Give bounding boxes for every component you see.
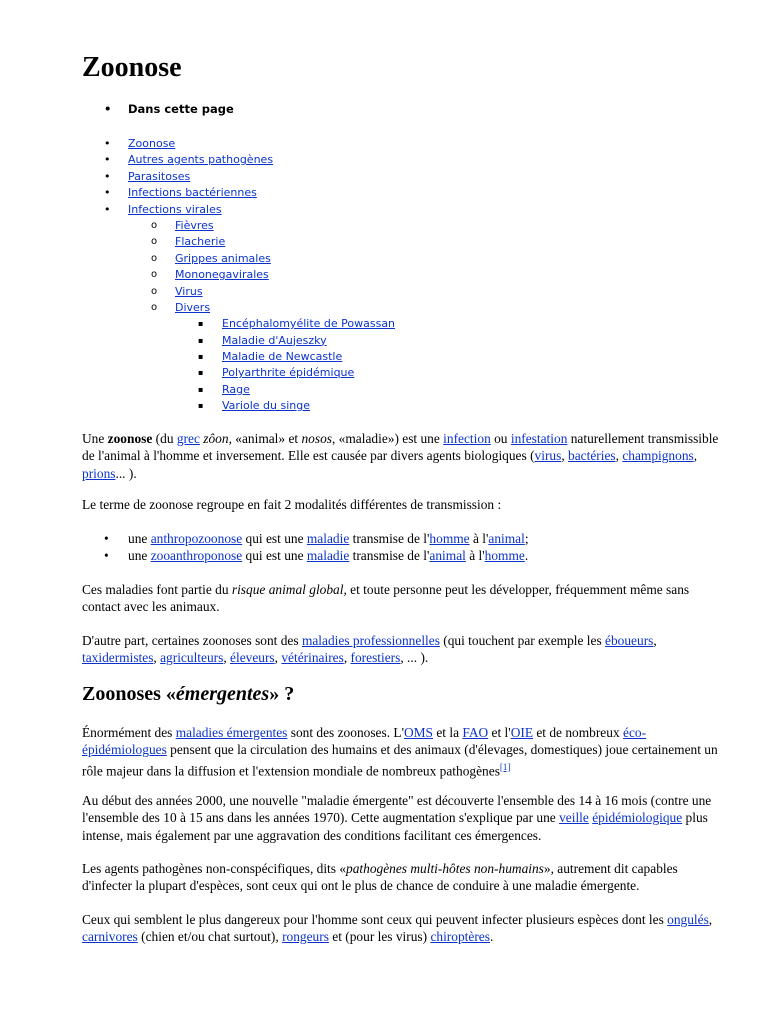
link-prions[interactable]: prions (82, 465, 116, 481)
toc-link[interactable]: Fièvres (175, 218, 214, 232)
toc-heading-label: Dans cette page (128, 102, 234, 116)
toc-bullet: o (151, 285, 158, 297)
list-item: • une zooanthroponose qui est une maladie transmise de l'animal à l'homme. (104, 548, 529, 564)
toc-bullet: o (151, 269, 158, 281)
toc-bullet: • (104, 169, 111, 183)
professional-paragraph: D'autre part, certaines zoonoses sont des maladies professionnelles (qui touchent par exemple les éboueurs, taxidermistes, agriculteurs, éleveurs, vétérinaires, forestiers, ... ). (82, 633, 657, 666)
toc-bullet: • (104, 202, 111, 216)
discovery-paragraph: Au début des années 2000, une nouvelle "maladie émergente" est découverte l'ensemble des 14 à 16 mois (contre une l'ensemble des 10 à 15 ans dans les années 1970). Cette augmentation s'explique par une veille épidémiologique plus intense, mais également par une aggravation des conditions facilitant ces émergences. (82, 793, 712, 843)
link-anthropozoonose[interactable]: anthropozoonose (150, 531, 243, 546)
intro-paragraph: Une zoonose (du grec zôon, «animal» et nosos, «maladie») est une infection ou infestation naturellement transmissible de l'animal à l'homme et inversement. Elle est causée par divers agents biologiques (virus, bactéries, champignons, prions... ). (82, 431, 719, 481)
list-item: • une anthropozoonose qui est une maladie transmise de l'homme à l'animal; (104, 531, 529, 546)
link-veterinaires[interactable]: vétérinaires (281, 650, 344, 666)
toc-bullet: o (151, 301, 158, 313)
link-chiropteres[interactable]: chiroptères (430, 929, 490, 945)
link-animal[interactable]: animal (429, 548, 466, 564)
link-virus[interactable]: virus (534, 448, 562, 464)
toc-bullet: • (104, 186, 111, 200)
toc-bullet: ▪ (198, 401, 204, 411)
link-grec[interactable]: grec (176, 431, 200, 446)
section-heading-emergentes: Zoonoses «émergentes» ? (82, 683, 295, 705)
toc-link[interactable]: Divers (175, 300, 211, 314)
toc-link[interactable]: Maladie de Newcastle (222, 350, 343, 364)
toc-link[interactable]: Variole du singe (222, 399, 310, 413)
link-oms[interactable]: OMS (403, 725, 434, 740)
toc-link[interactable]: Infections virales (128, 202, 222, 216)
link-ongules[interactable]: ongulés (667, 912, 709, 927)
toc-link[interactable]: Virus (175, 284, 203, 298)
link-maladie[interactable]: maladie (306, 548, 350, 564)
bullet: • (104, 548, 109, 564)
link-eco-epidemiologues[interactable]: éco-épidémiologues (82, 725, 647, 758)
toc-bullet: ▪ (198, 368, 204, 378)
toc-bullet: • (104, 137, 111, 150)
toc-bullet: o (151, 219, 158, 231)
toc-bullet: ▪ (198, 384, 204, 394)
toc-link[interactable]: Flacherie (175, 235, 226, 249)
toc-bullet: • (104, 153, 111, 167)
link-veille[interactable]: veille (559, 810, 589, 826)
link-maladies-emergentes[interactable]: maladies émergentes (175, 725, 288, 740)
link-eboueurs[interactable]: éboueurs (605, 633, 654, 648)
zoonose-term: zoonose (107, 431, 153, 446)
transmission-paragraph: Le terme de zoonose regroupe en fait 2 modalités différentes de transmission : (82, 497, 502, 512)
toc-link[interactable]: Autres agents pathogènes (128, 153, 274, 167)
link-homme[interactable]: homme (484, 548, 525, 564)
toc-link[interactable]: Mononegavirales (175, 268, 269, 282)
page-title: Zoonose (82, 52, 182, 83)
bullet: • (104, 531, 109, 546)
link-maladie[interactable]: maladie (306, 531, 350, 546)
dangerous-paragraph: Ceux qui semblent le plus dangereux pour l'homme sont ceux qui peuvent infecter plusieurs espèces dont les ongulés, carnivores (chien et/ou chat surtout), rongeurs et (pour les virus) chiroptères. (82, 912, 713, 945)
link-oie[interactable]: OIE (510, 725, 533, 740)
toc-bullet: o (151, 236, 158, 248)
toc-bullet: ▪ (198, 335, 204, 345)
toc-link[interactable]: Encéphalomyélite de Powassan (222, 317, 396, 331)
link-animal[interactable]: animal (488, 531, 525, 546)
link-agriculteurs[interactable]: agriculteurs (160, 650, 224, 666)
toc-link[interactable]: Infections bactériennes (128, 186, 257, 200)
reference-link[interactable]: [1] (499, 761, 511, 772)
link-champignons[interactable]: champignons (622, 448, 694, 464)
toc-link[interactable]: Rage (222, 382, 250, 396)
toc-bullet: o (151, 252, 158, 264)
link-fao[interactable]: FAO (462, 725, 489, 740)
toc-link[interactable]: Zoonose (128, 137, 176, 150)
link-eleveurs[interactable]: éleveurs (230, 650, 275, 666)
link-bacteries[interactable]: bactéries (568, 448, 616, 464)
pathogens-paragraph: Les agents pathogènes non-conspécifiques, dits «pathogènes multi-hôtes non-humains», autrement dit capables d'infecter la plupart d'espèces, sont ceux qui ont le plus de chance de conduire à une maladie émergente. (82, 861, 678, 894)
link-taxidermistes[interactable]: taxidermistes (82, 650, 154, 666)
toc-bullet: • (104, 102, 112, 116)
toc-link[interactable]: Parasitoses (128, 169, 191, 183)
link-infection[interactable]: infection (443, 431, 491, 446)
toc-link[interactable]: Polyarthrite épidémique (222, 366, 355, 380)
toc-link[interactable]: Grippes animales (175, 251, 271, 265)
link-carnivores[interactable]: carnivores (82, 929, 138, 945)
link-homme[interactable]: homme (429, 531, 470, 546)
toc-bullet: ▪ (198, 352, 204, 362)
transmission-list (82, 530, 722, 565)
emergent-paragraph: Énormément des maladies émergentes sont des zoonoses. L'OMS et la FAO et l'OIE et de nombreux éco-épidémiologues pensent que la circulation des humains et des animaux (d'élevages, domestiques) joue certainement un rôle majeur dans la diffusion et l'extension mondiale de nombreux pathogènes[1] (82, 725, 718, 779)
risk-paragraph: Ces maladies font partie du risque animal global, et toute personne peut les développer, fréquemment même sans contact avec les animaux. (82, 582, 690, 615)
link-forestiers[interactable]: forestiers (350, 650, 401, 666)
toc-bullet: ▪ (198, 319, 204, 329)
toc-link[interactable]: Maladie d'Aujeszky (222, 333, 327, 347)
link-maladies-professionnelles[interactable]: maladies professionnelles (301, 633, 440, 648)
link-epidemiologique[interactable]: épidémiologique (592, 810, 683, 826)
link-zooanthroponose[interactable]: zooanthroponose (150, 548, 243, 564)
link-rongeurs[interactable]: rongeurs (282, 929, 329, 945)
link-infestation[interactable]: infestation (510, 431, 568, 446)
